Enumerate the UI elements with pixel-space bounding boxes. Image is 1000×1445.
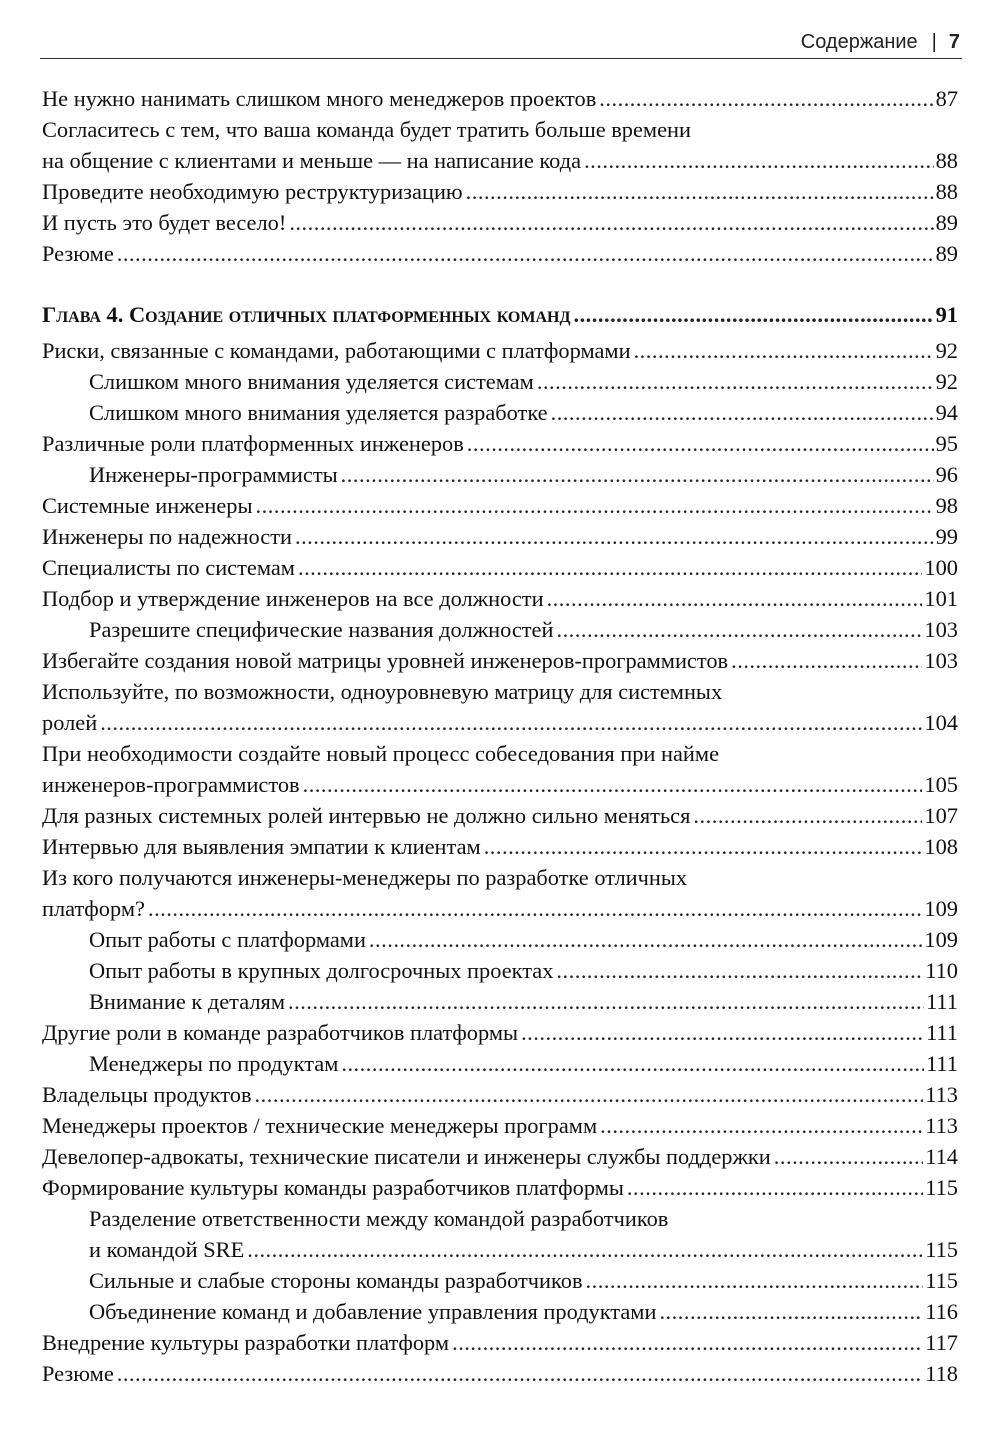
toc-entry-row [42, 83, 958, 114]
toc-entry[interactable] [42, 1079, 958, 1110]
toc-entry-page: 96 [935, 462, 958, 487]
toc-entry[interactable] [42, 1048, 958, 1079]
chapter-title [42, 298, 570, 331]
toc-entry-title: Для разных системных ролей интервью не должно сильно меняться [42, 803, 691, 828]
toc-entry-page: 115 [925, 1268, 958, 1293]
header-separator: | [931, 31, 937, 53]
toc-entry-row [89, 955, 958, 986]
toc-entry-title: Опыт работы в крупных долгосрочных проектах [89, 958, 554, 983]
leader-dots [556, 614, 922, 645]
leader-dots [452, 1327, 923, 1358]
toc-entry-title: Системные инженеры [42, 493, 253, 518]
toc-entry-title: Специалисты по системам [42, 555, 295, 580]
toc-entry-row [89, 614, 958, 645]
toc-entry-title: Менеджеры по продуктам [89, 1051, 339, 1076]
toc-entry-row [42, 1358, 958, 1389]
leader-dots [599, 83, 933, 114]
toc-entry-title: Внедрение культуры разработки платформ [42, 1330, 450, 1355]
toc-entry-row [89, 986, 958, 1017]
leader-dots [341, 459, 934, 490]
toc-entry-title: Слишком много внимания уделяется разработке [89, 400, 548, 425]
toc-entry-page: 113 [925, 1113, 958, 1138]
toc-entry[interactable] [42, 552, 958, 583]
chapter-label: Глава 4. [42, 302, 124, 327]
toc-entry-row [89, 1265, 958, 1296]
toc-entry[interactable] [42, 614, 958, 645]
toc-entry-row [42, 490, 958, 521]
toc-entry[interactable] [42, 1110, 958, 1141]
toc-entry-page: 117 [925, 1330, 958, 1355]
section-title: Содержание [800, 31, 918, 53]
toc-entry[interactable] [42, 83, 958, 114]
leader-dots [634, 335, 934, 366]
toc-entry-title: платформ? [42, 896, 145, 921]
toc-entry[interactable] [42, 862, 958, 924]
toc-entry-row [42, 1327, 958, 1358]
toc-entry-title-line1: Разделение ответственности между командой разработчиков [89, 1206, 669, 1231]
toc-entry[interactable] [42, 1172, 958, 1203]
toc-entry-page: 99 [935, 524, 958, 549]
toc-entry[interactable] [42, 924, 958, 955]
toc-entry-row [42, 831, 958, 862]
leader-dots [148, 893, 922, 924]
toc-entry-title: Формирование культуры команды разработчиков платформы [42, 1175, 624, 1200]
toc-chapter-entries [42, 335, 958, 1389]
toc-entry[interactable] [42, 1265, 958, 1296]
toc-entry-title-line1: Из кого получаются инженеры-менеджеры по разработке отличных [42, 865, 688, 890]
chapter-page: 91 [935, 302, 958, 327]
leader-dots [627, 1172, 923, 1203]
toc-entry-page: 115 [925, 1237, 958, 1262]
toc-entry-page: 92 [935, 338, 958, 363]
toc-entry[interactable] [42, 428, 958, 459]
leader-dots [586, 1265, 924, 1296]
toc-entry-row [42, 207, 958, 238]
toc-entry-row [42, 1017, 958, 1048]
toc-entry-row [42, 145, 958, 176]
toc-entry-title-line1: При необходимости создайте новый процесс собеседования при найме [42, 741, 720, 766]
toc-entry-page: 109 [924, 896, 958, 921]
toc-entry-page: 118 [925, 1361, 958, 1386]
toc-entry[interactable] [42, 645, 958, 676]
leader-dots [584, 145, 934, 176]
toc-entry-row [42, 1172, 958, 1203]
toc-entry-title: Сильные и слабые стороны команды разработчиков [89, 1268, 583, 1293]
toc-entry-page: 111 [926, 1051, 958, 1076]
toc-entry-title: Избегайте создания новой матрицы уровней инженеров-программистов [42, 648, 729, 673]
toc-entry-page: 101 [924, 586, 958, 611]
leader-dots [573, 298, 933, 331]
leader-dots [298, 552, 922, 583]
toc-entry-title: Инженеры по надежности [42, 524, 292, 549]
toc-entry[interactable] [42, 955, 958, 986]
toc-entry-page: 111 [926, 1020, 958, 1045]
toc-entry-title: Интервью для выявления эмпатии к клиентам [42, 834, 481, 859]
leader-dots [600, 1110, 923, 1141]
toc-entry-page: 100 [924, 555, 958, 580]
toc-entry-page: 113 [925, 1082, 958, 1107]
toc-entry[interactable] [42, 800, 958, 831]
toc-entry-title: ролей [42, 710, 98, 735]
leader-dots [117, 238, 934, 269]
toc-entry[interactable] [42, 521, 958, 552]
toc-entry-row [42, 800, 958, 831]
toc-entry-page: 88 [935, 148, 958, 173]
toc-entry-page: 89 [935, 241, 958, 266]
toc-entry-row [42, 552, 958, 583]
toc-entry-page: 105 [924, 772, 958, 797]
toc-entry-title: Менеджеры проектов / технические менеджеры программ [42, 1113, 598, 1138]
toc-entry-row [42, 428, 958, 459]
toc-entry-page: 114 [925, 1144, 958, 1169]
toc-entry[interactable] [42, 207, 958, 238]
toc-entry-row [42, 238, 958, 269]
toc-entry-row [42, 521, 958, 552]
toc-entry-page: 87 [935, 86, 958, 111]
chapter-gap [42, 269, 958, 298]
leader-dots [659, 1296, 923, 1327]
toc-entry-row [89, 1234, 958, 1265]
leader-dots [256, 490, 934, 521]
leader-dots [731, 645, 922, 676]
toc-entry-title: Не нужно нанимать слишком много менеджеров проектов [42, 86, 597, 111]
toc-entry-title: Проведите необходимую реструктуризацию [42, 179, 463, 204]
toc-entry-title: Разрешите специфические названия должностей [89, 617, 554, 642]
toc-entry-row [42, 176, 958, 207]
toc-entry-page: 103 [924, 617, 958, 642]
toc-entry-row [89, 924, 958, 955]
toc-entry-title: Резюме [42, 1361, 114, 1386]
toc-entry[interactable] [42, 176, 958, 207]
toc-entry-title-line1: Используйте, по возможности, одноуровневую матрицу для системных [42, 679, 723, 704]
toc-entry-row [89, 459, 958, 490]
leader-dots [303, 769, 923, 800]
toc-entry[interactable] [42, 738, 958, 800]
chapter-name: Создание отличных платформенных команд [128, 302, 571, 327]
toc-entry[interactable] [42, 335, 958, 366]
toc-entry-title: Риски, связанные с командами, работающими с платформами [42, 338, 631, 363]
toc-entry-row [42, 583, 958, 614]
toc-entry[interactable] [42, 366, 958, 397]
toc-entry-row [42, 707, 958, 738]
toc-entry[interactable] [42, 490, 958, 521]
chapter-heading[interactable] [42, 298, 958, 331]
toc-entry-page: 104 [924, 710, 958, 735]
toc-entry[interactable] [42, 1358, 958, 1389]
toc-entry-title: на общение с клиентами и меньше — на написание кода [42, 148, 582, 173]
toc-entry-title: Резюме [42, 241, 114, 266]
leader-dots [100, 707, 922, 738]
leader-dots [117, 1358, 923, 1389]
toc-entry-title: Внимание к деталям [89, 989, 285, 1014]
leader-dots [289, 207, 933, 238]
leader-dots [295, 521, 934, 552]
toc-entry[interactable] [42, 1141, 958, 1172]
toc-entry-title: Владельцы продуктов [42, 1082, 252, 1107]
toc-entry[interactable] [42, 1203, 958, 1265]
toc-entry[interactable] [42, 238, 958, 269]
leader-dots [537, 366, 934, 397]
toc-entry-title: и командой SRE [89, 1237, 245, 1262]
toc-entry-page: 111 [926, 989, 958, 1014]
page-number: 7 [948, 31, 960, 53]
toc-entry[interactable] [42, 1017, 958, 1048]
leader-dots [484, 831, 923, 862]
toc-entry-page: 107 [924, 803, 958, 828]
header-right [801, 31, 960, 54]
toc-entry-title: Другие роли в команде разработчиков платформы [42, 1020, 519, 1045]
leader-dots [466, 176, 934, 207]
toc-entry-title-line1: Согласитесь с тем, что ваша команда будет тратить больше времени [42, 117, 692, 142]
table-of-contents [42, 83, 958, 1389]
toc-entry-row [42, 1141, 958, 1172]
toc-entry-page: 95 [935, 431, 958, 456]
toc-entry-title: Объединение команд и добавление управления продуктами [89, 1299, 657, 1324]
leader-dots [774, 1141, 923, 1172]
toc-entry-page: 89 [935, 210, 958, 235]
toc-entry[interactable] [42, 397, 958, 428]
toc-entry-title: И пусть это будет весело! [42, 210, 287, 235]
leader-dots [341, 1048, 924, 1079]
toc-entry-page: 98 [935, 493, 958, 518]
toc-entry-title: Различные роли платформенных инженеров [42, 431, 464, 456]
toc-entry[interactable] [42, 986, 958, 1017]
toc-entry-page: 110 [925, 958, 958, 983]
leader-dots [521, 1017, 924, 1048]
toc-entry-row [42, 893, 958, 924]
toc-entry[interactable] [42, 676, 958, 738]
leader-dots [255, 1079, 924, 1110]
toc-entry-row [42, 335, 958, 366]
toc-entry-page: 116 [925, 1299, 958, 1324]
toc-entry-title: Инженеры-программисты [89, 462, 338, 487]
leader-dots [556, 955, 923, 986]
toc-entry-page: 88 [935, 179, 958, 204]
toc-entry-page: 109 [924, 927, 958, 952]
toc-entry-page: 103 [924, 648, 958, 673]
toc-entry-row [89, 1048, 958, 1079]
toc-entry[interactable] [42, 1296, 958, 1327]
toc-entry-row [42, 1079, 958, 1110]
toc-entry-title: Подбор и утверждение инженеров на все должности [42, 586, 544, 611]
leader-dots [369, 924, 922, 955]
leader-dots [547, 583, 923, 614]
toc-entry-page: 94 [935, 400, 958, 425]
leader-dots [551, 397, 934, 428]
toc-entry-page: 115 [925, 1175, 958, 1200]
toc-entry-title: Опыт работы с платформами [89, 927, 366, 952]
leader-dots [247, 1234, 923, 1265]
toc-entry-title: Девелопер-адвокаты, технические писатели и инженеры службы поддержки [42, 1144, 771, 1169]
toc-entry-row [89, 397, 958, 428]
toc-entry[interactable] [42, 1327, 958, 1358]
toc-previous-chapter-entries [42, 83, 958, 269]
leader-dots [693, 800, 922, 831]
toc-entry[interactable] [42, 459, 958, 490]
leader-dots [288, 986, 924, 1017]
toc-entry-row [89, 366, 958, 397]
toc-entry-page: 92 [935, 369, 958, 394]
toc-entry[interactable] [42, 583, 958, 614]
toc-entry-page: 108 [924, 834, 958, 859]
toc-entry-row [89, 1296, 958, 1327]
toc-entry-row [42, 1110, 958, 1141]
toc-entry-title: Слишком много внимания уделяется системам [89, 369, 534, 394]
toc-entry-row [42, 645, 958, 676]
toc-entry-row [42, 769, 958, 800]
toc-entry[interactable] [42, 831, 958, 862]
running-header [40, 28, 962, 59]
leader-dots [467, 428, 934, 459]
toc-entry[interactable] [42, 114, 958, 176]
toc-entry-title: инженеров-программистов [42, 772, 300, 797]
